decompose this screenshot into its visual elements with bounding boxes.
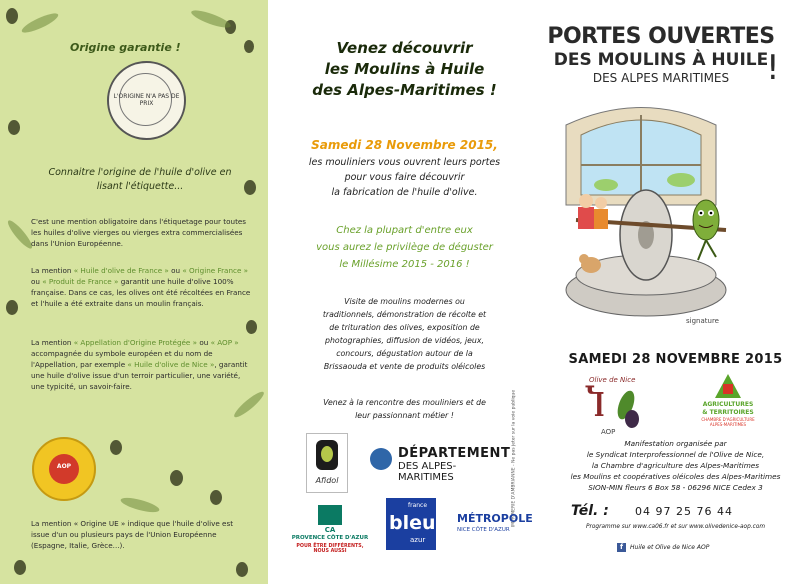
paragraph-france: La mention « Huile d'olive de France » ou « Origine France » ou « Produit de France » garantit une huile d'olive 100% française. Dans ce cas, les olives ont été récoltées en France et l'huile a été extraite dans un moulin français. — [31, 266, 251, 308]
france-bleu-logo: france bleu azur — [386, 498, 436, 550]
origin-seal — [107, 61, 186, 140]
paragraph-eu: La mention « Origine UE » indique que l'huile d'olive est issue d'un ou plusieurs pays de l'Union Européenne (Espagne, Italie, Grèce...). — [31, 519, 234, 550]
aop-seal — [32, 437, 96, 501]
metropole-logo: MÉTROPOLE NICE CÔTE D'AZUR — [457, 512, 533, 533]
meet-paragraph: Venez à la rencontre des mouliniers et de leur passionnant métier ! — [323, 398, 486, 420]
paragraph-mandatory: C'est une mention obligatoire dans l'étiquetage pour toutes les huiles d'olive vierges ou vierges extra commercialisées dans l'Union Européenne. — [31, 217, 247, 248]
intro-paragraph: les mouliniers vous ouvrent leurs portes pour vous faire découvrir la fabrication de l'huile d'olive. — [308, 157, 501, 198]
middle-title — [268, 38, 541, 101]
facebook-label: Huile et Olive de Nice AOP — [630, 544, 710, 551]
cover-title: PORTES OUVERTES — [547, 24, 775, 49]
intro-line: Connaitre l'origine de l'huile d'olive en — [48, 167, 232, 178]
olive-icon — [625, 410, 639, 428]
mill-illustration — [546, 95, 736, 330]
intro-line: lisant l'étiquette... — [96, 181, 184, 192]
departement-emblem-icon — [370, 448, 392, 470]
cover-exclamation: ! — [766, 48, 780, 88]
afidol-logo: Afidol — [306, 433, 348, 493]
title-line: Venez découvrir — [336, 39, 473, 57]
left-panel — [0, 0, 268, 584]
right-panel — [541, 0, 810, 584]
tasting-paragraph: Chez la plupart d'entre eux vous aurez le privilège de déguster le Millésime 2015 - 2016 ! — [316, 225, 493, 270]
cover-date: SAMEDI 28 NOVEMBRE 2015 — [568, 352, 783, 367]
event-date: Samedi 28 Novembre 2015, — [311, 138, 498, 152]
olive-de-nice-logo: Olive de Nice Ⴈ AOP — [579, 376, 649, 438]
organizers: Manifestation organisée par le Syndicat Interprofessionnel de l'Olive de Nice, la Chambre d'agriculture des Alpes-Maritimes les Moulins et coopératives oléicoles des Alpes-Maritimes SION-MIN fleurs 6 Box 58 - 06296 NICE Cedex 3 — [570, 439, 781, 492]
title-line: des Alpes-Maritimes ! — [312, 81, 497, 99]
tel-number: 04 97 25 76 44 — [635, 505, 733, 518]
svg-text:signature: signature — [686, 317, 719, 325]
origin-intro — [30, 166, 250, 194]
origin-title: Origine garantie ! — [70, 41, 181, 54]
aop-seal-text: AOP — [56, 463, 72, 470]
chambre-agriculture-logo: AGRICULTURES & TERRITOIRES CHAMBRE D'AGRICULTURE ALPES-MARITIMES — [693, 374, 763, 438]
cover-subtitle: DES MOULINS À HUILE — [553, 50, 769, 70]
tel-label: Tél. : — [571, 503, 609, 519]
credit-agricole-icon — [318, 505, 342, 525]
origin-seal-text: L'ORIGINE N'A PAS DE PRIX — [113, 93, 180, 107]
credit-agricole-logo: CA PROVENCE CÔTE D'AZUR POUR ÊTRE DIFFÉRENTS, NOUS AUSSI — [290, 505, 370, 551]
paragraph-aop: La mention « Appellation d'Origine Protégée » ou « AOP » accompagnée du symbole européen et du nom de l'Appellation, par exemple « Huile d'olive de Nice », garantit une huile d'olive issue d'un terroir particulier, une variété, une typicité, un savoir-faire. — [31, 338, 248, 391]
title-line: les Moulins à Huile — [324, 60, 485, 78]
cover-region: DES ALPES MARITIMES — [592, 71, 730, 85]
printer-vertical-text: IMPRIMERIE D'AMBRIANNE - Ne pas jeter sur la voie publique — [511, 389, 517, 528]
program-link: Programme sur www.ca06.fr et sur www.olivedenice-aop.com — [585, 524, 766, 530]
facebook-icon: f — [617, 543, 626, 552]
activities-paragraph: Visite de moulins modernes ou traditionnels, démonstration de récolte et de trituration des olives, exposition de photographies, diffusion de vidéos, jeux, concours, dégustation autour de la Brissaouda et vente de produits oléicoles — [322, 297, 487, 371]
departement-logo: DÉPARTEMENT DES ALPES-MARITIMES — [370, 444, 510, 474]
middle-panel — [268, 0, 541, 584]
